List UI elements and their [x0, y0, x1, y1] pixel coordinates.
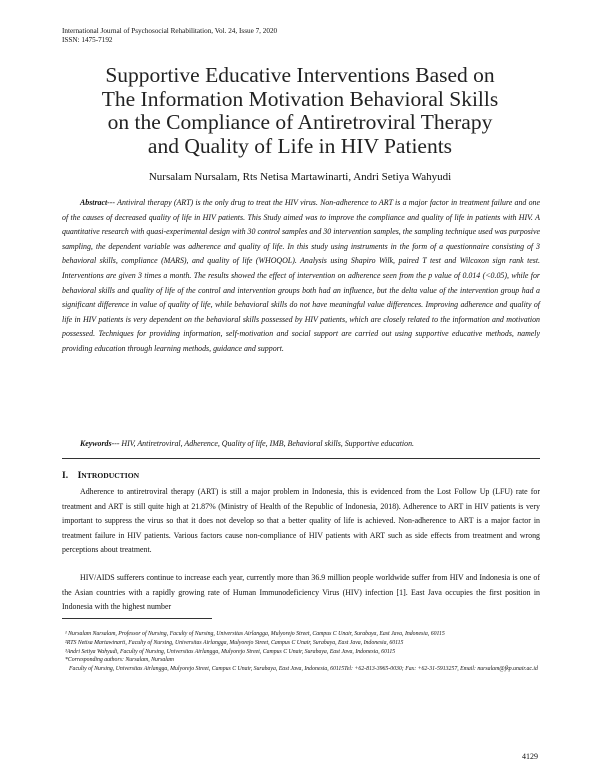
footnote-2: ²RTS Netisa Martawinarti, Faculty of Nursing, Universitas Airlangga, Mulyorejo Street, Campus C Unair, Surabaya, East Java, Indonesia, 60115: [65, 639, 404, 646]
corresponding-author-address: Faculty of Nursing, Universitas Airlangga, Mulyorejo Street, Campus C Unair, Surabaya, East Java, Indonesia, 60115Tel: +62-813-3965-0030; Fax: +62-31-5913257, Email: nursalam@fkp.unair.ac.id: [69, 665, 538, 672]
title-line-1: Supportive Educative Interventions Based on: [105, 63, 495, 87]
keywords-text: HIV, Antiretroviral, Adherence, Quality of life, IMB, Behavioral skills, Supportive education.: [119, 439, 414, 448]
title-line-4: and Quality of Life in HIV Patients: [147, 133, 453, 158]
abstract-divider: [62, 458, 540, 459]
abstract-label: Abstract---: [80, 198, 116, 207]
section-numeral: I.: [62, 471, 69, 481]
title-line-2: The Information Motivation Behavioral Skills: [101, 86, 499, 111]
page-number: 4129: [522, 752, 538, 761]
section-heading-introduction: [62, 470, 139, 482]
section-title-rest: NTRODUCTION: [81, 471, 140, 480]
title-line-3: on the Compliance of Antiretroviral Therapy: [107, 110, 493, 134]
abstract: [62, 196, 540, 357]
footnote-1: ¹ Nursalam Nursalam, Professor of Nursing, Faculty of Nursing, Universitas Airlangga, Mulyorejo Street, Campus C Unair, Surabaya, East Java, Indonesia, 60115: [65, 631, 445, 637]
journal-issn: ISSN: 1475-7192: [62, 36, 113, 44]
footnote-divider: [62, 618, 212, 619]
footnote-3: ³Andri Setiya Wahyudi, Faculty of Nursing, Universitas Airlangga, Mulyorejo Street, Campus C Unair, Surabaya, East Java, Indonesia, 60115: [65, 648, 396, 655]
paper-title: [40, 64, 560, 158]
keywords-label: Keywords---: [80, 439, 120, 448]
corresponding-author-label: *Corresponding authors: Nursalam, Nursalam: [65, 657, 174, 664]
body-paragraph-2: HIV/AIDS sufferers continue to increase each year, currently more than 36.9 million people worldwide suffer from HIV and Indonesia is one of the Asian countries with a rapidly growing rate of Human Immunodeficiency Virus (HIV) infection [1]. East Java occupies the first position in Indonesia with the highest number: [62, 573, 540, 612]
footnotes: [62, 630, 540, 673]
abstract-text: Antiviral therapy (ART) is the only drug to treat the HIV virus. Non-adherence to ART is a major factor in treatment failure and one of the causes of decreased quality of life in HIV patients. This Study aimed was to improve the compliance and quality of life in patients with HIV. A quantitative research with quasi-experimental design with 30 control samples and 30 intervention samples, the sampling technique used was purposive sampling, the dependent variable was adherence and quality of life. In this study using instruments in the form of a questionnaire consisting of 3 behavioral skills, compliance (MARS), and quality of life (WHOQOL). Analysis using Shapiro Wilk, paired T test and Wilcoxon sign rank test. Interventions are given 3 times a month. The results showed the effect of intervention on adherence seen from the p value of 0.014 (<0.05), while for behavioral skills and quality of life of the control and intervention groups both had an influence, but the delta value of the intervention group had a significant difference in value of quality of life, while behavioral skills do not have meaningful value differences. Improving adherence and quality of life in HIV patients is very dependent on the behavioral skills possessed by HIV patients, which are closely related to the information and motivation possessed. Techniques for providing information, self-motivation and social support are carried out using supportive educative methods, namely providing education through learning methods, guidance and support.: [62, 198, 540, 353]
journal-header: International Journal of Psychosocial Rehabilitation, Vol. 24, Issue 7, 2020: [62, 27, 278, 35]
section-initial: I: [77, 471, 82, 481]
author-list: Nursalam Nursalam, Rts Netisa Martawinarti, Andri Setiya Wahyudi: [148, 171, 452, 183]
body-paragraph-1: Adherence to antiretroviral therapy (ART) is still a major problem in Indonesia, this is evidenced from the Lost Follow Up (LFU) rate for treatment and ART is still quite high at 21.87% (Ministry of Health of the Republic of Indonesia, 2018). Adherence to ART in HIV patients is very important to suppress the virus so that it does not develop so that a better quality of life is achieved. Non-adherence to ART is a major factor in treatment failure in HIV patients. Various factors cause non-compliance of HIV patients with ART such as side effects from treatment and wrong perceptions about treatment.: [62, 487, 540, 555]
keywords: [62, 438, 540, 450]
